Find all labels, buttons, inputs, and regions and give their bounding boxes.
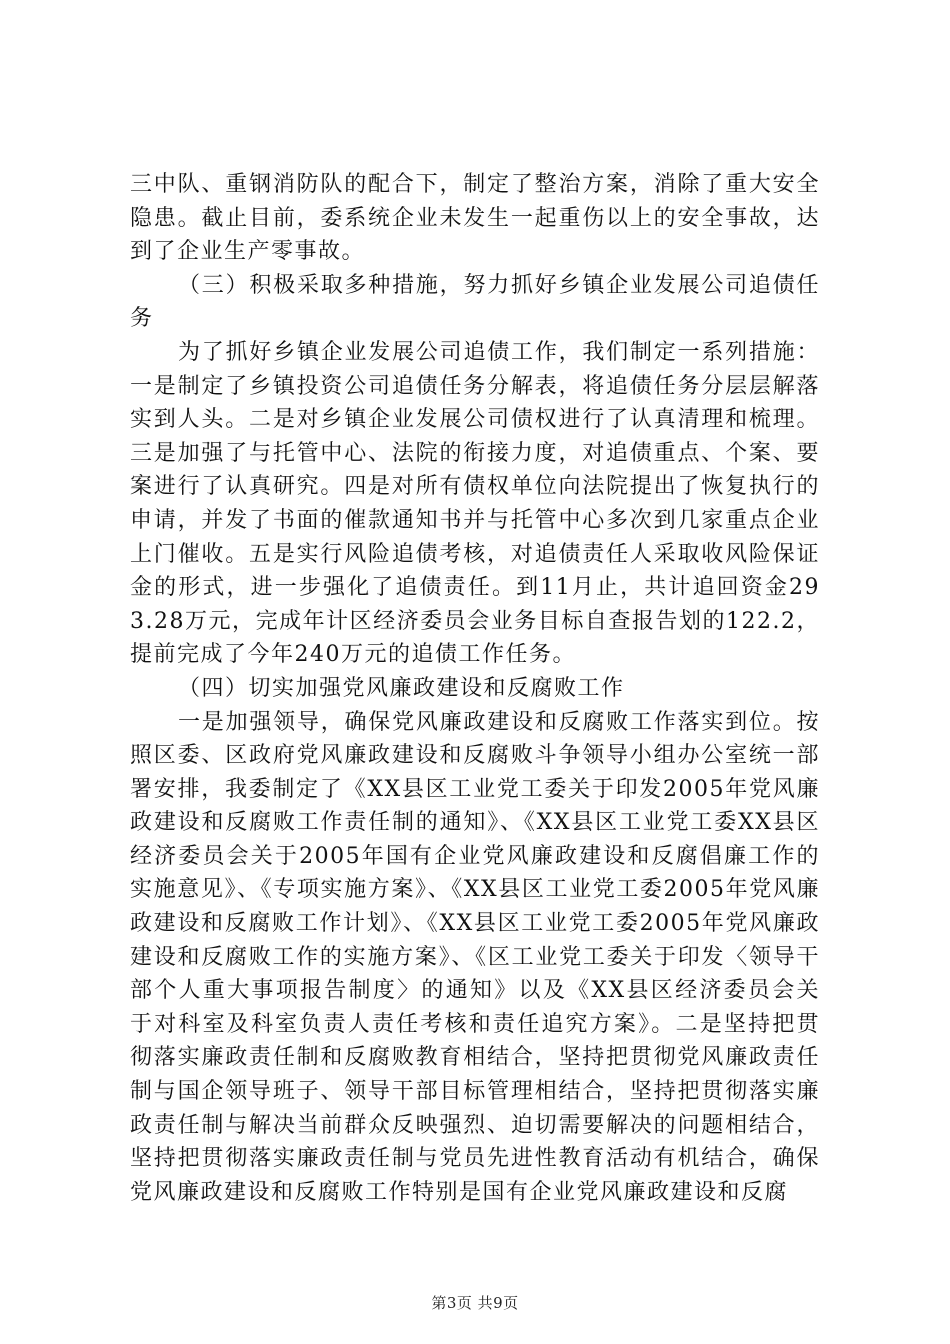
paragraph-safety-summary: 三中队、重钢消防队的配合下，制定了整治方案，消除了重大安全隐患。截止目前，委系统企业未发生一起重伤以上的安全事故，达到了企业生产零事故。 [130, 172, 820, 265]
paragraph-anti-corruption: 一是加强领导，确保党风廉政建设和反腐败工作落实到位。按照区委、区政府党风廉政建设和反腐败斗争领导小组办公室统一部署安排，我委制定了《XX县区工业党工委关于印发2005年党风廉政建设和反腐败工作责任制的通知》、《XX县区工业党工委XX县区经济委员会关于2005年国有企业党风廉政建设和反腐倡廉工作的实施意见》、《专项实施方案》、《XX县区工业党工委2005年党风廉政建设和反腐败工作计划》、《XX县区工业党工委2005年党风廉政建设和反腐败工作的实施方案》、《区工业党工委关于印发〈领导干部个人重大事项报告制度〉的通知》以及《XX县区经济委员会关于对科室及科室负责人责任考核和责任追究方案》。二是坚持把贯彻落实廉政责任制和反腐败教育相结合，坚持把贯彻党风廉政责任制与国企领导班子、领导干部目标管理相结合，坚持把贯彻落实廉政责任制与解决当前群众反映强烈、迫切需要解决的问题相结合，坚持把贯彻落实廉政责任制与党员先进性教育活动有机结合，确保党风廉政建设和反腐败工作特别是国有企业党风廉政建设和反腐 [130, 709, 820, 1205]
paragraph-debt-collection: 为了抓好乡镇企业发展公司追债工作，我们制定一系列措施：一是制定了乡镇投资公司追债任务分解表，将追债任务分层层解落实到人头。二是对乡镇企业发展公司债权进行了认真清理和梳理。三是加强了与托管中心、法院的衔接力度，对追债重点、个案、要案进行了认真研究。四是对所有债权单位向法院提出了恢复执行的申请，并发了书面的催款通知书并与托管中心多次到几家重点企业上门催收。五是实行风险追债考核，对追债责任人采取收风险保证金的形式，进一步强化了追债责任。到11月止，共计追回资金293.28万元，完成年计区经济委员会业务目标自查报告划的122.2，提前完成了今年240万元的追债工作任务。 [130, 339, 820, 668]
document-body [130, 168, 820, 1209]
heading-section-3: （三）积极采取多种措施，努力抓好乡镇企业发展公司追债任务 [130, 272, 820, 332]
heading-section-4: （四）切实加强党风廉政建设和反腐败工作 [178, 675, 625, 701]
page-footer: 第3页 共9页 [431, 1294, 519, 1312]
